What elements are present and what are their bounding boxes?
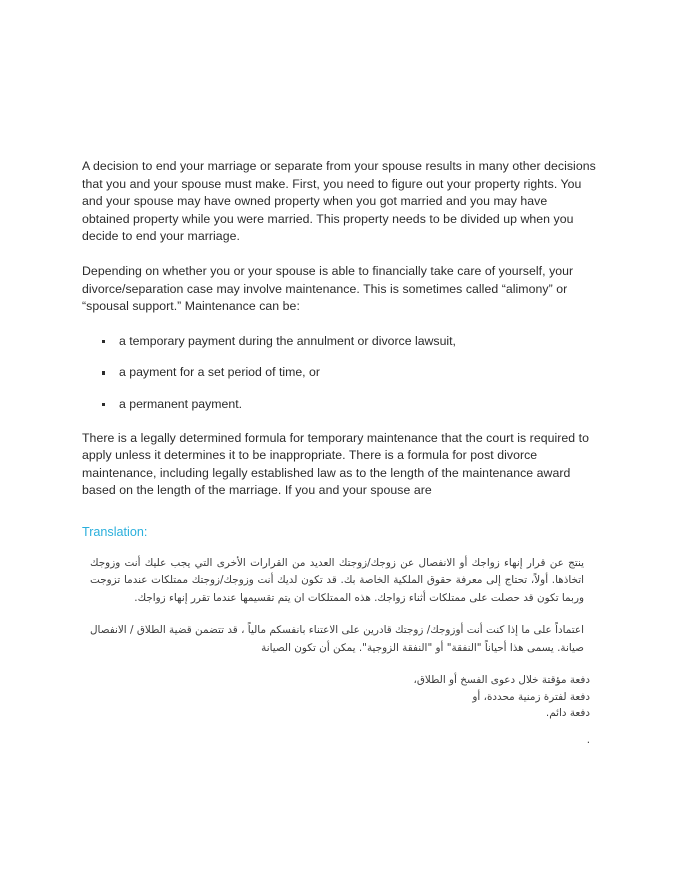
- list-item: دفعة دائم.: [545, 707, 590, 720]
- translation-heading: Translation:: [82, 524, 148, 539]
- list-item: [82, 333, 598, 351]
- list-item-label: a payment for a set period of time, or: [119, 365, 320, 380]
- paragraph-maintenance-intro: Depending on whether you or your spouse is able to financially take care of yourself, your divorce/separation case may involve maintenance. This is sometimes called “alimony” or “spousal support.” Maintenance can be:: [82, 263, 574, 314]
- arabic-paragraph-maintenance-intro: اعتماداً على ما إذا كنت أنت أوزوجك/ زوجتك قادرين على الاعتناء بانفسكم مالياً ، قد تتضمن قضية الطلاق / الانفصال صيانة. يسمى هذا أحياناً "النفقة" أو "النفقة الزوجية". يمكن أن تكون الصيانة: [90, 624, 584, 654]
- list-item-label: a temporary payment during the annulment or divorce lawsuit,: [119, 333, 456, 348]
- bullet-icon: [102, 371, 105, 374]
- arabic-maintenance-types-list: [82, 672, 598, 722]
- document-content: [82, 158, 598, 748]
- paragraph-property-rights: A decision to end your marriage or separate from your spouse results in many other decisions that you and your spouse must make. First, you need to figure out your property rights. You and your spouse may have owned property when you got married and you may have obtained property while you were married. This property needs to be divided up when you decide to end your marriage.: [82, 159, 596, 244]
- list-item: [82, 396, 598, 414]
- bullet-icon: [102, 403, 105, 406]
- maintenance-types-list: [82, 333, 598, 414]
- list-item: [82, 364, 598, 382]
- list-item: دفعة مؤقتة خلال دعوى الفسخ أو الطلاق،: [413, 674, 590, 687]
- arabic-paragraph-property-rights: ينتج عن قرار إنهاء زواجك أو الانفصال عن زوجك/زوجتك العديد من القرارات الأخرى التي يجب عليك أنت وزوجك اتخاذها. أولاً، تحتاج إلى معرفة حقوق الملكية الخاصة بك. قد تكون لديك أنت وزوجك/زوجتك ممتلكات عندما تزوجت وربما تكون قد حصلت على ممتلكات أثناء زواجك. هذه الممتلكات ان يتم تقسيمها عندما تقرر إنهاء زواجك.: [90, 556, 584, 604]
- arabic-trailing-mark: .: [586, 733, 590, 746]
- list-item: دفعة لفترة زمنية محددة، أو: [472, 690, 590, 703]
- paragraph-maintenance-formula: There is a legally determined formula for temporary maintenance that the court is required to apply unless it determines it to be inappropriate. There is a formula for post divorce maintenance, including legally established law as to the length of the maintenance award based on the length of the marriage. If you and your spouse are: [82, 430, 590, 498]
- list-item-label: a permanent payment.: [119, 396, 243, 411]
- bullet-icon: [102, 340, 105, 343]
